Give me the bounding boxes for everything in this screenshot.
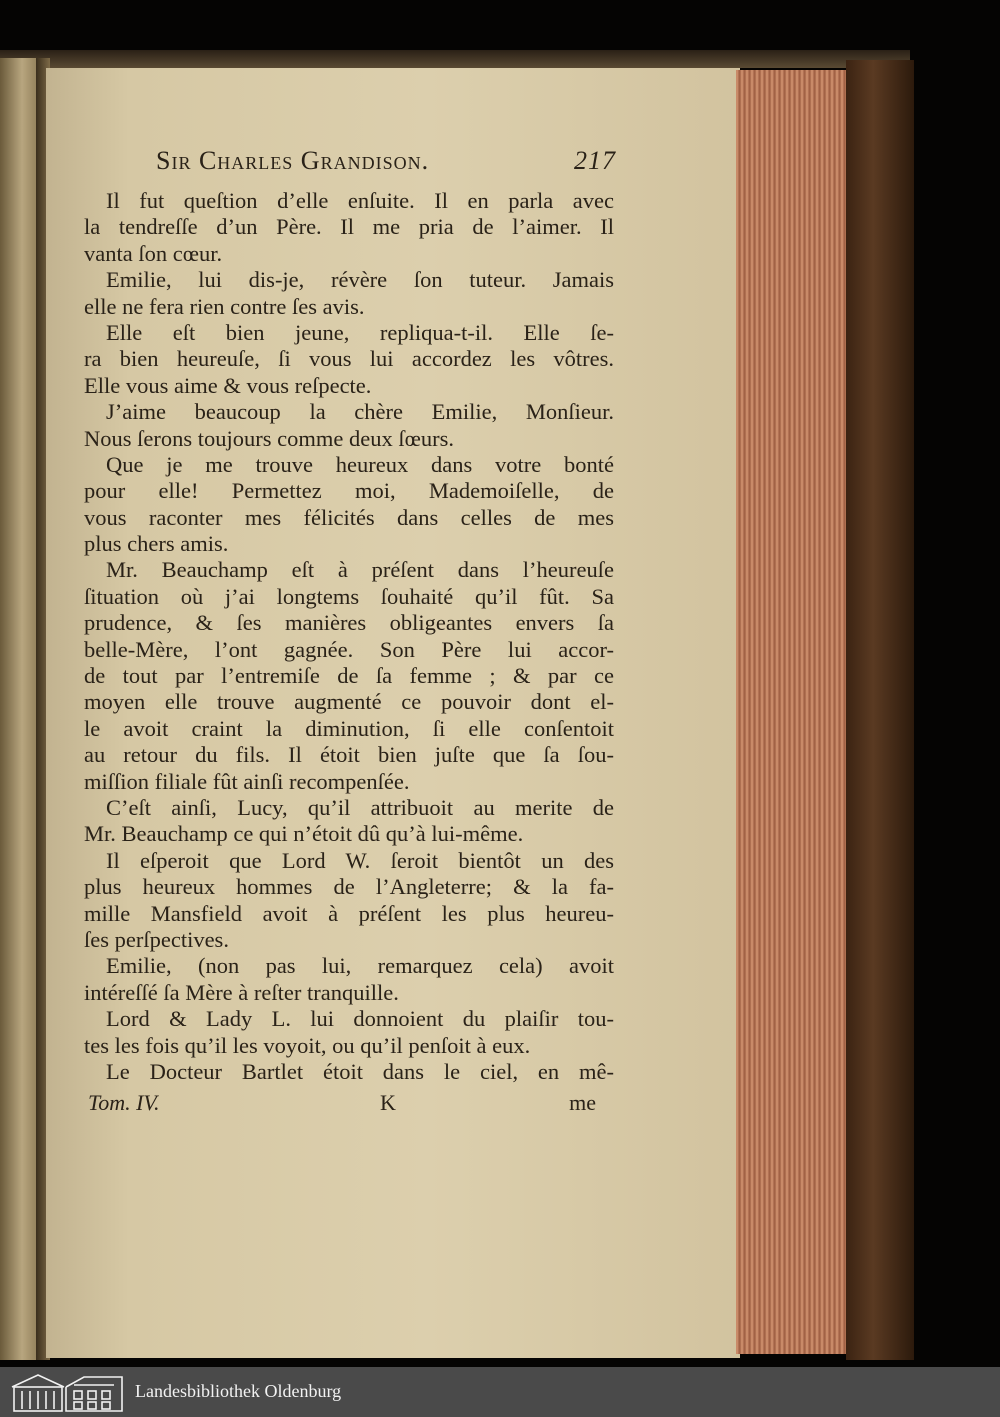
text-line: Il eſperoit que Lord W. ſeroit bientôt un des	[106, 847, 614, 873]
text-line: moyen elle trouve augmenté ce pouvoir dont el-	[84, 689, 614, 715]
text-line: ſes perſpectives.	[84, 926, 229, 952]
text-line: plus chers amis.	[84, 531, 229, 557]
text-line: au retour du fils. Il étoit bien juſte que ſa ſou-	[84, 742, 614, 768]
library-building-icon	[8, 1371, 126, 1413]
book-top-edge	[0, 50, 910, 68]
text-line: plus heureux hommes de l’Angleterre; & la fa-	[84, 874, 614, 900]
text-line: mille Mansfield avoit à préſent les plus heureu-	[84, 900, 614, 926]
page-number: 217	[574, 146, 616, 175]
text-line: Le Docteur Bartlet étoit dans le ciel, en mê-	[106, 1058, 614, 1084]
text-line: ſituation où j’ai longtems ſouhaité qu’il fût. Sa	[84, 583, 614, 609]
signature-mark: K	[380, 1090, 396, 1115]
text-line: pour elle! Permettez moi, Mademoiſelle, de	[84, 478, 614, 504]
text-line: vanta ſon cœur.	[84, 240, 223, 266]
catchword: me	[569, 1090, 596, 1115]
volume-label: Tom. IV.	[88, 1090, 160, 1115]
text-line: Emilie, lui dis-je, révère ſon tuteur. Jamais	[106, 267, 614, 293]
text-line: Elle vous aime & vous reſpecte.	[84, 372, 372, 398]
text-line: Mr. Beauchamp ce qui n’étoit dû qu’à lui-même.	[84, 821, 524, 847]
text-line: le avoit craint la diminution, ſi elle conſentoit	[84, 715, 614, 741]
text-line: intéreſſé ſa Mère à reſter tranquille.	[84, 979, 399, 1005]
page-footer	[84, 1090, 596, 1120]
text-line: ra bien heureuſe, ſi vous lui accordez les vôtres.	[84, 346, 614, 372]
text-line: Mr. Beauchamp eſt à préſent dans l’heureuſe	[106, 557, 614, 583]
running-head	[156, 146, 616, 180]
text-line: J’aime beaucoup la chère Emilie, Monſieur.	[106, 399, 614, 425]
text-line: vous raconter mes félicités dans celles de mes	[84, 504, 614, 530]
text-line: Elle eſt bien jeune, repliqua-t-il. Elle ſe-	[106, 319, 614, 345]
text-line: Lord & Lady L. lui donnoient du plaiſir tou-	[106, 1006, 614, 1032]
text-line: Emilie, (non pas lui, remarquez cela) avoit	[106, 953, 614, 979]
text-line: tes les fois qu’il les voyoit, ou qu’il penſoit à eux.	[84, 1032, 531, 1058]
library-name: Landesbibliothek Oldenburg	[135, 1381, 342, 1401]
text-line: elle ne fera rien contre ſes avis.	[84, 293, 365, 319]
running-head-title: Sir Charles Grandison.	[156, 146, 430, 175]
text-line: C’eſt ainſi, Lucy, qu’il attribuoit au merite de	[106, 794, 614, 820]
book-cover	[846, 60, 914, 1360]
text-line: de tout par l’entremiſe de ſa femme ; & par ce	[84, 663, 614, 689]
text-line: prudence, & ſes manières obligeantes envers ſa	[84, 610, 614, 636]
text-line: Nous ſerons toujours comme deux ſœurs.	[84, 425, 454, 451]
page-edges	[736, 70, 848, 1354]
text-line: miſſion filiale fût ainſi recompenſée.	[84, 768, 410, 794]
library-bar	[0, 1367, 1000, 1417]
text-line: Que je me trouve heureux dans votre bonté	[106, 451, 614, 477]
left-page-edge	[0, 58, 40, 1360]
body-text	[84, 188, 614, 1085]
text-line: Il fut queſtion d’elle enſuite. Il en parla avec	[106, 188, 614, 213]
text-line: belle-Mère, l’ont gagnée. Son Père lui accor-	[84, 636, 614, 662]
text-line: la tendreſſe d’un Père. Il me pria de l’aimer. Il	[84, 214, 614, 240]
